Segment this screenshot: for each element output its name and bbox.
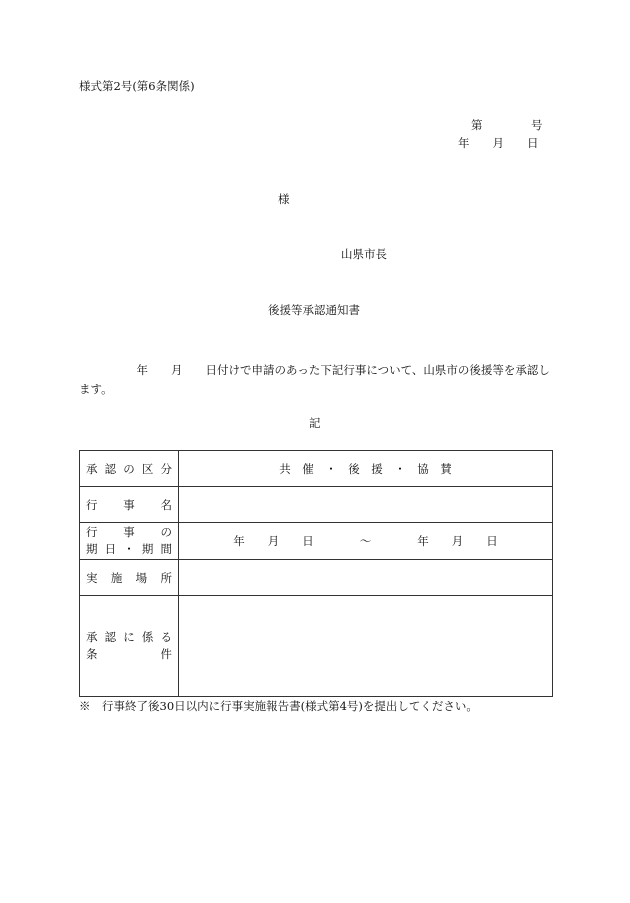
venue-value bbox=[179, 560, 553, 596]
label-char: 行 bbox=[86, 497, 98, 512]
row-label bbox=[80, 596, 179, 697]
label-char: 条 bbox=[86, 647, 98, 661]
label-char: 件 bbox=[160, 647, 172, 661]
approval-type-value: 共 催 ・ 後 援 ・ 協 賛 bbox=[179, 451, 553, 487]
label-char: 係 bbox=[141, 630, 154, 644]
label-char: 実 bbox=[86, 570, 98, 585]
label-char: 名 bbox=[160, 497, 172, 512]
table-row bbox=[80, 487, 553, 523]
label-char: 承 bbox=[86, 461, 98, 476]
label-char: 施 bbox=[110, 570, 123, 585]
row-label bbox=[80, 451, 179, 487]
label-char: の bbox=[160, 525, 172, 539]
label-char: 事 bbox=[123, 525, 135, 539]
label-char: 場 bbox=[135, 570, 148, 585]
label-char: 認 bbox=[104, 630, 117, 644]
form-number: 様式第2号(第6条関係) bbox=[79, 79, 195, 93]
addressee-honorific: 様 bbox=[278, 192, 290, 206]
label-char: の bbox=[123, 461, 135, 476]
sender-name: 山県市長 bbox=[341, 247, 387, 261]
document-number-suffix: 号 bbox=[531, 118, 543, 132]
table-row bbox=[80, 596, 553, 697]
row-label bbox=[80, 523, 179, 560]
footnote: ※ 行事終了後30日以内に行事実施報告書(様式第4号)を提出してください。 bbox=[79, 699, 478, 713]
document-title: 後援等承認通知書 bbox=[268, 303, 360, 317]
label-char: 区 bbox=[141, 461, 154, 476]
event-period-value: 年 月 日 〜 年 月 日 bbox=[179, 523, 553, 560]
label-char: に bbox=[123, 630, 135, 644]
label-char: 期 bbox=[141, 542, 154, 556]
label-char: 分 bbox=[160, 461, 172, 476]
table-row bbox=[80, 523, 553, 560]
label-char: 所 bbox=[160, 570, 172, 585]
label-char: 承 bbox=[86, 630, 98, 644]
event-name-value bbox=[179, 487, 553, 523]
issue-date: 年 月 日 bbox=[458, 136, 539, 150]
row-label bbox=[80, 487, 179, 523]
details-table bbox=[79, 450, 553, 697]
document-number-label: 第 bbox=[471, 118, 483, 132]
label-char: 認 bbox=[104, 461, 117, 476]
row-label bbox=[80, 560, 179, 596]
body-paragraph: 年 月 日付けで申請のあった下記行事について、山県市の後援等を承認します。 bbox=[79, 363, 550, 396]
table-row bbox=[80, 451, 553, 487]
conditions-value bbox=[179, 596, 553, 697]
label-char: 日 bbox=[104, 542, 117, 556]
label-char: 事 bbox=[123, 497, 135, 512]
label-char: 間 bbox=[160, 542, 172, 556]
label-char: 行 bbox=[86, 525, 98, 539]
ki-heading: 記 bbox=[309, 416, 321, 430]
label-char: ・ bbox=[123, 542, 135, 556]
label-char: る bbox=[160, 630, 172, 644]
table-row bbox=[80, 560, 553, 596]
label-char: 期 bbox=[86, 542, 98, 556]
